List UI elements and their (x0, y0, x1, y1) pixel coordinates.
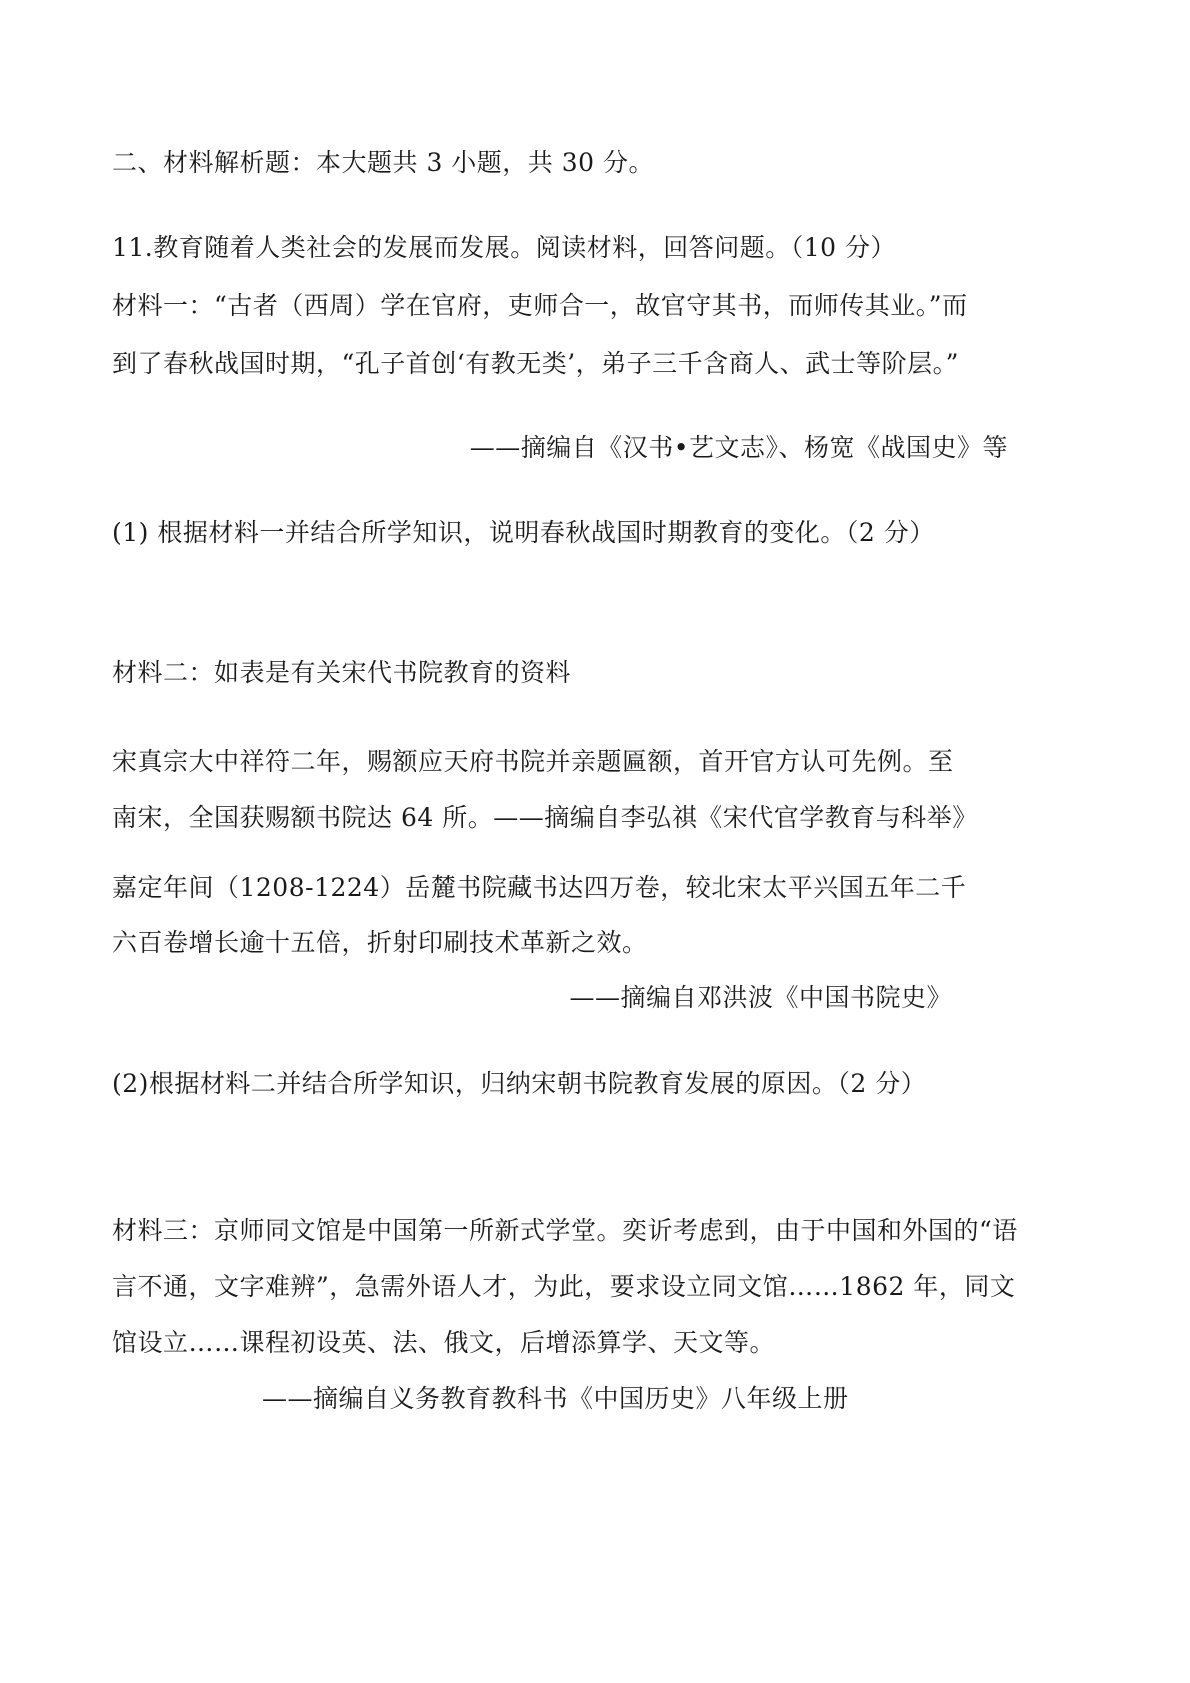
material-3-line-2: 言不通，文字难辨”，急需外语人才，为此，要求设立同文馆……1862 年，同文 (112, 1272, 1016, 1301)
material-2-line-1: 宋真宗大中祥符二年，赐额应天府书院并亲题匾额，首开官方认可先例。至 (112, 747, 954, 776)
sub-question-2: (2)根据材料二并结合所学知识，归纳宋朝书院教育发展的原因。（2 分） (112, 1069, 927, 1098)
material-2-line-3: 嘉定年间（1208-1224）岳麓书院藏书达四万卷，较北宋太平兴国五年二千 (112, 873, 967, 902)
material-1-source: ——摘编自《汉书•艺文志》、杨宽《战国史》等 (469, 433, 1008, 462)
material-1-line-2: 到了春秋战国时期，“孔子首创‘有教无类’，弟子三千含商人、武士等阶层。” (112, 349, 959, 378)
material-1-line-1: 材料一：“古者（西周）学在官府，吏师合一，故官守其书，而师传其业。”而 (112, 291, 968, 320)
material-2-line-4: 六百卷增长逾十五倍，折射印刷技术革新之效。 (112, 928, 648, 957)
material-2-source: ——摘编自邓洪波《中国书院史》 (569, 983, 952, 1012)
material-3-line-3: 馆设立……课程初设英、法、俄文，后增添算学、天文等。 (112, 1328, 776, 1357)
material-3-source: ——摘编自义务教育教科书《中国历史》八年级上册 (262, 1384, 849, 1413)
sub-question-1: (1) 根据材料一并结合所学知识，说明春秋战国时期教育的变化。（2 分） (112, 518, 935, 547)
question-11-stem: 11.教育随着人类社会的发展而发展。阅读材料，回答问题。（10 分） (112, 233, 897, 262)
material-2-line-2: 南宋，全国获赐额书院达 64 所。——摘编自李弘祺《宋代官学教育与科举》 (112, 803, 978, 832)
material-3-line-1: 材料三：京师同文馆是中国第一所新式学堂。奕䜣考虑到，由于中国和外国的“语 (112, 1216, 1018, 1245)
material-2-intro: 材料二：如表是有关宋代书院教育的资料 (112, 658, 572, 687)
section-heading: 二、材料解析题：本大题共 3 小题，共 30 分。 (112, 148, 655, 177)
